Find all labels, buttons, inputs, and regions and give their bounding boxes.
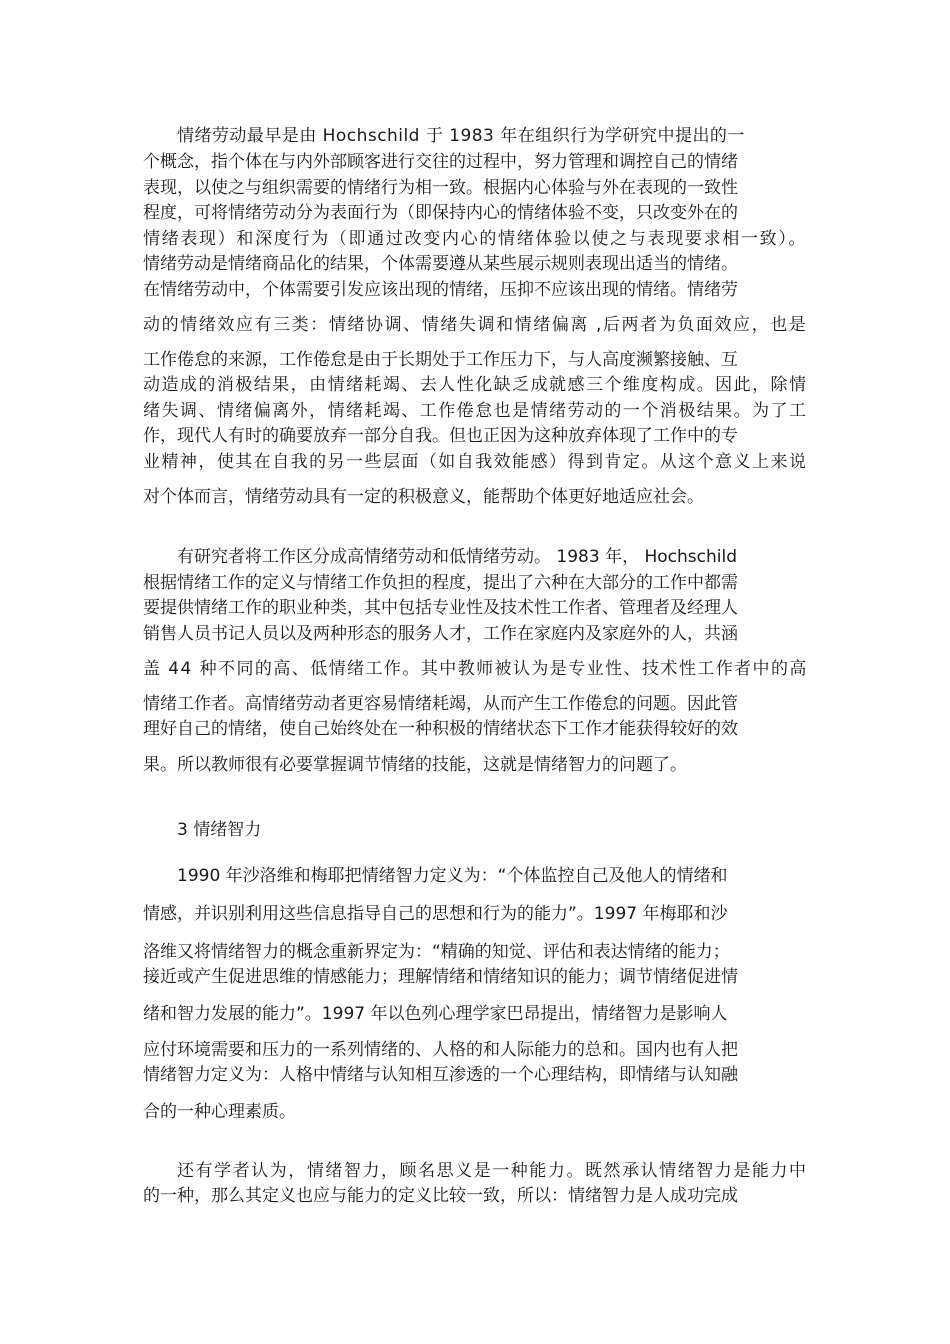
text-line: 根据情绪工作的定义与情绪工作负担的程度，提出了六种在大部分的工作中都需 [143, 573, 738, 593]
text-line: 工作倦怠的来源，工作倦怠是由于长期处于工作压力下，与人高度濒繁接触、互 [143, 350, 738, 370]
text-line: 盖 44 种不同的高、低情绪工作。其中教师被认为是专业性、技术性工作者中的高 [143, 659, 808, 679]
text-line: 情绪工作者。高情绪劳动者更容易情绪耗竭，从而产生工作倦怠的问题。因此管 [143, 694, 738, 714]
text-line: 程度，可将情绪劳动分为表面行为（即保持内心的情绪体验不变，只改变外在的 [143, 203, 738, 223]
text-line: 动造成的消极结果，由情绪耗竭、去人性化缺乏成就感三个维度构成。因此，除情 [143, 375, 808, 395]
text-line: 合的一种心理素质。 [143, 1102, 296, 1122]
section-heading: 3 情绪智力 [177, 820, 262, 840]
text-line: 情绪智力定义为：人格中情绪与认知相互渗透的一个心理结构，即情绪与认知融 [143, 1065, 738, 1085]
text-line: 对个体而言，情绪劳动具有一定的积极意义，能帮助个体更好地适应社会。 [143, 487, 704, 507]
text-line: 绪和智力发展的能力”。1997 年以色列心理学家巴昂提出，情绪智力是影响人 [143, 1004, 728, 1024]
text-line: 绪失调、情绪偏离外，情绪耗竭、工作倦怠也是情绪劳动的一个消极结果。为了工 [143, 401, 808, 421]
text-line: 作，现代人有时的确要放弃一部分自我。但也正因为这种放弃体现了工作中的专 [143, 426, 738, 446]
text-line: 在情绪劳动中，个体需要引发应该出现的情绪，压抑不应该出现的情绪。情绪劳 [143, 280, 738, 300]
text-line: 情绪劳动是情绪商品化的结果，个体需要遵从某些展示规则表现出适当的情绪。 [143, 254, 738, 274]
text-line: 情感，并识别利用这些信息指导自己的思想和行为的能力”。1997 年梅耶和沙 [143, 904, 728, 924]
text-line: 表现，以使之与组织需要的情绪行为相一致。根据内心体验与外在表现的一致性 [143, 178, 738, 198]
text-line: 有研究者将工作区分成高情绪劳动和低情绪劳动。 1983 年， Hochschild [177, 547, 737, 567]
text-line: 要提供情绪工作的职业种类，其中包括专业性及技术性工作者、管理者及经理人 [143, 598, 738, 618]
text-line: 情绪表现）和深度行为（即通过改变内心的情绪体验以使之与表现要求相一致）。 [143, 229, 808, 249]
text-line: 理好自己的情绪，使自己始终处在一种积极的情绪状态下工作才能获得较好的效 [143, 719, 738, 739]
text-line: 还有学者认为，情绪智力，顾名思义是一种能力。既然承认情绪智力是能力中 [177, 1161, 808, 1181]
text-line: 动的情绪效应有三类：情绪协调、情绪失调和情绪偏离 ,后两者为负面效应，也是 [143, 315, 808, 335]
text-line: 应付环境需要和压力的一系列情绪的、人格的和人际能力的总和。国内也有人把 [143, 1040, 738, 1060]
text-line: 接近或产生促进思维的情感能力；理解情绪和情绪知识的能力；调节情绪促进情 [143, 967, 738, 987]
text-line: 洛维又将情绪智力的概念重新界定为：“精确的知觉、评估和表达情绪的能力； [143, 942, 730, 962]
text-line: 业精神，使其在自我的另一些层面（如自我效能感）得到肯定。从这个意义上来说 [143, 452, 808, 472]
text-line: 的一种，那么其定义也应与能力的定义比较一致，所以：情绪智力是人成功完成 [143, 1186, 738, 1206]
text-line: 果。所以教师很有必要掌握调节情绪的技能，这就是情绪智力的问题了。 [143, 755, 687, 775]
text-line: 1990 年沙洛维和梅耶把情绪智力定义为：“个体监控自己及他人的情绪和 [177, 866, 728, 886]
text-line: 个概念，指个体在与内外部顾客进行交往的过程中，努力管理和调控自己的情绪 [143, 152, 738, 172]
text-line: 情绪劳动最早是由 Hochschild 于 1983 年在组织行为学研究中提出的一 [177, 126, 745, 146]
text-line: 销售人员书记人员以及两种形态的服务人才，工作在家庭内及家庭外的人，共涵 [143, 624, 738, 644]
